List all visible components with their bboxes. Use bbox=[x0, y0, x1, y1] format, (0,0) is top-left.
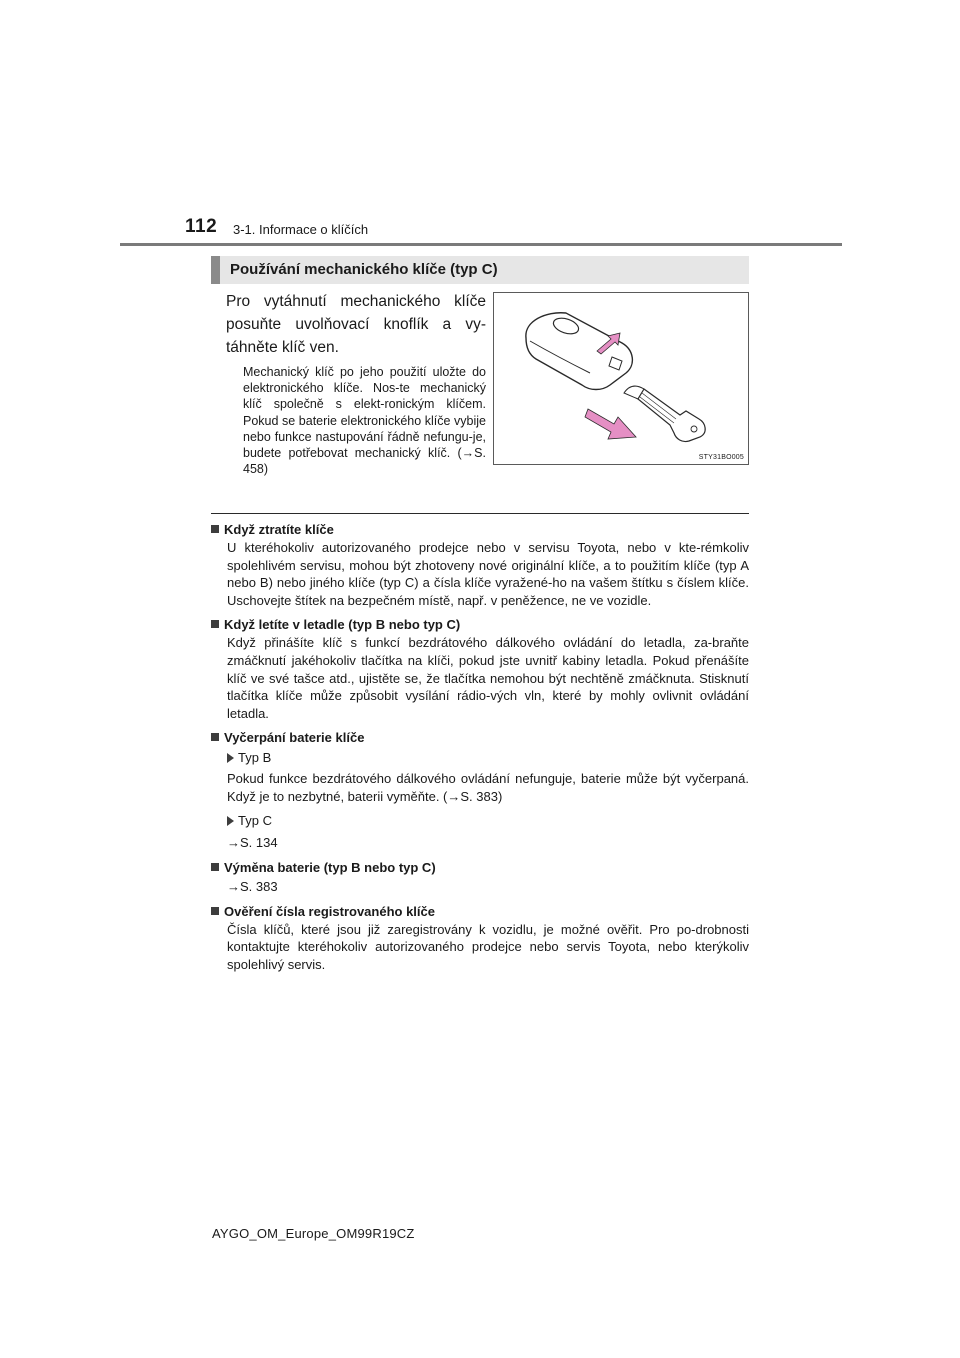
note-heading bbox=[211, 520, 749, 539]
note-body: Pokud funkce bezdrátového dálkového ovládání nefunguje, baterie může být vyčerpaná. Když je to nezbytné, baterii vyměňte. (→S. 383) bbox=[227, 771, 749, 804]
footer-doc-id: AYGO_OM_Europe_OM99R19CZ bbox=[212, 1226, 415, 1241]
note-heading-text: Ověření čísla registrovaného klíče bbox=[224, 903, 435, 919]
note-heading-text: Když letíte v letadle (typ B nebo typ C) bbox=[224, 617, 461, 633]
page-number: 112 bbox=[185, 216, 218, 237]
note-lost-keys bbox=[211, 520, 749, 609]
note-airplane bbox=[211, 615, 749, 722]
lead-paragraph: Pro vytáhnutí mechanického klíče posuňte uvolňovací knoflík a vy-táhněte klíč ven. bbox=[226, 293, 486, 356]
note-body: U kteréhokoliv autorizovaného prodejce nebo v servisu Toyota, nebo v kte-rémkoliv spolehlivém servisu, mohou být zhotoveny nové originální klíče, a to použitím klíče (typ A nebo B) nebo jiného klíče (typ C) a čísla klíče vyražené-ho na vašem štítku s číslem klíče. Uschovejte štítek na bezpečném místě, např. v peněžence, ne ve vozidle. bbox=[227, 540, 749, 608]
note-battery-replacement bbox=[211, 858, 749, 896]
lead-note: Mechanický klíč po jeho použití uložte do elektronického klíče. Nos-te mechanický klíč společně s elekt-ronickým klíčem. Pokud se baterie elektronického klíče vybije nebo funkce nastupování řádně nefungu-je, budete potřebovat mechanický klíč. (→S. 458) bbox=[243, 365, 486, 477]
bullet-square-icon bbox=[211, 907, 219, 915]
note-heading bbox=[211, 728, 749, 747]
note-heading-text: Výměna baterie (typ B nebo typ C) bbox=[224, 859, 436, 875]
notes-list bbox=[211, 520, 749, 979]
chapter-title: 3-1. Informace o klíčích bbox=[233, 222, 369, 237]
key-illustration bbox=[494, 293, 748, 464]
note-battery-depletion bbox=[211, 728, 749, 851]
page-reference[interactable]: →S. 383 bbox=[227, 878, 278, 894]
key-figure bbox=[493, 292, 749, 465]
note-heading-text: Když ztratíte klíče bbox=[224, 522, 334, 537]
note-key-number-check bbox=[211, 902, 749, 974]
section-divider bbox=[211, 513, 749, 514]
note-heading bbox=[211, 615, 749, 634]
note-body: Čísla klíčů, které jsou již zaregistrovány k vozidlu, je možné ověřit. Pro po-drobnosti kontaktujte kteréhokoliv autorizovaného prodejce nebo servis Toyota, nebo kterýkoliv spolehlivý servis. bbox=[227, 921, 749, 972]
bullet-triangle-icon bbox=[227, 816, 234, 826]
sub-heading-type-b bbox=[211, 748, 749, 767]
figure-id: STY31BO005 bbox=[698, 454, 744, 461]
bullet-square-icon bbox=[211, 733, 219, 741]
note-body: Když přinášíte klíč s funkcí bezdrátového dálkového ovládání do letadla, za-braňte zmáčknutí jakéhokoliv tlačítka na klíči, pokud jste uvnitř kabiny letadla. Pokud přenášíte klíč ve své tašce atd., ujistěte se, že tlačítka nemohou být nechtěně zmáčknuta. Stisknutí tlačítka klíče může způsobit vysílání rádio-vých vln, které by mohly ovlivnit ovládání letadla. bbox=[227, 635, 749, 721]
sub-heading-text: Typ B bbox=[238, 750, 272, 766]
pull-out-arrow-icon bbox=[585, 409, 636, 439]
page-reference[interactable]: →S. 134 bbox=[227, 834, 278, 850]
sub-heading-type-c bbox=[211, 811, 749, 830]
section-title: Používání mechanického klíče (typ C) bbox=[211, 256, 749, 284]
bullet-square-icon bbox=[211, 620, 219, 628]
note-heading bbox=[211, 858, 749, 877]
bullet-square-icon bbox=[211, 863, 219, 871]
header-rule bbox=[120, 243, 842, 246]
note-heading-text: Vyčerpání baterie klíče bbox=[224, 730, 365, 746]
bullet-square-icon bbox=[211, 525, 219, 533]
bullet-triangle-icon bbox=[227, 753, 234, 763]
sub-heading-text: Typ C bbox=[238, 812, 272, 828]
note-heading bbox=[211, 902, 749, 921]
